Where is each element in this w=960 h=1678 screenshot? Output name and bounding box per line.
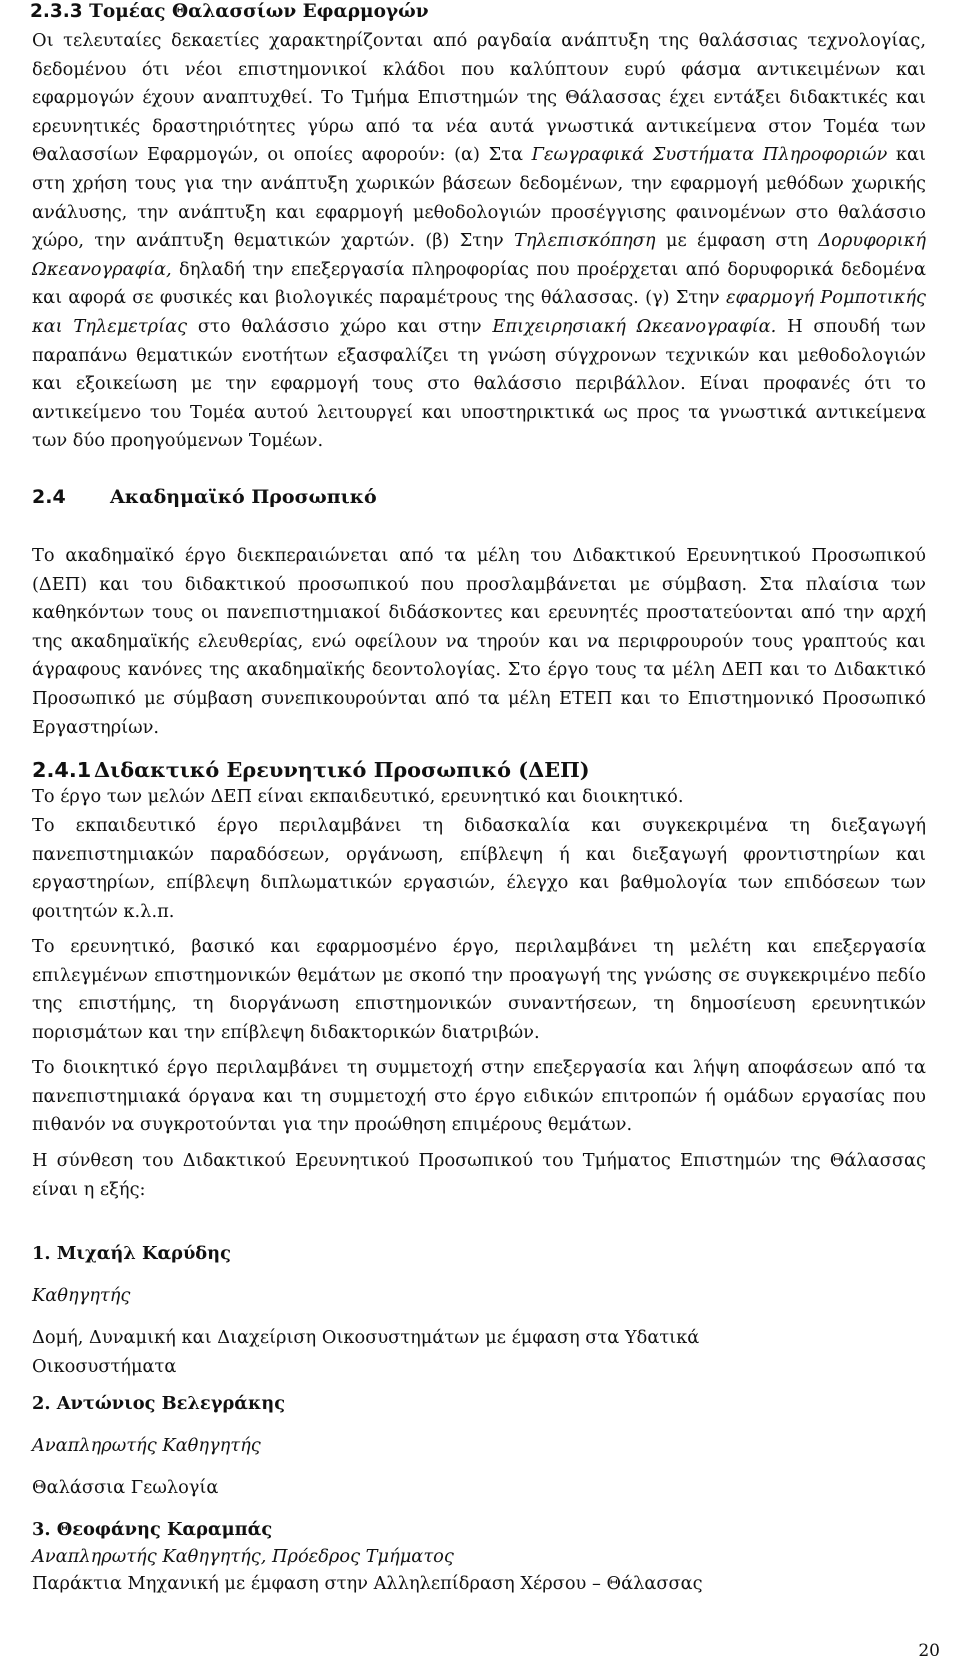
section-number: 2.3.3	[30, 1, 83, 22]
page-number: 20	[918, 1641, 940, 1662]
member-field: Παράκτια Μηχανική με έμφαση στην Αλληλεπίδραση Χέρσου – Θάλασσας	[32, 1573, 703, 1594]
text-run: με έμφαση στη	[655, 230, 819, 252]
research-paragraph: Το ερευνητικό, βασικό και εφαρμοσμένο έργο, περιλαμβάνει τη μελέτη και επεξεργασία επιλεγμένων επιστημονικών θεμάτων με σκοπό την προαγωγή της γνώσης σε συγκεκριμένο πεδίο της επιστήμης, τη διοργάνωση επιστημονικών συναντήσεων, τη δημοσίευση ερευνητικών πορισμάτων και την επίβλεψη διδακτορικών διατριβών.	[32, 936, 926, 1043]
italic-term: Δορυφορική Ωκεανογραφία,	[32, 230, 926, 280]
member-name: 3. Θεοφάνης Καραμπάς	[32, 1519, 273, 1540]
text-run: δηλαδή την επεξεργασία πληροφορίας που προέρχεται από δορυφορικά δεδομένα και αφορά σε φυσικές και βιολογικές παραμέτρους της θάλασσας. (γ) Στην	[32, 258, 926, 309]
section-2-3-3-paragraph	[32, 27, 926, 456]
section-2-3-3-heading	[30, 0, 429, 27]
section-number: 2.4.1	[32, 758, 92, 782]
admin-paragraph: Το διοικητικό έργο περιλαμβάνει τη συμμετοχή στην επεξεργασία και λήψη αποφάσεων από τα πανεπιστημιακά όργανα και τη συμμετοχή στο έργο ειδικών επιτροπών ή ομάδων εργασίας που πιθανόν να συγκροτούνται για την προώθηση επιμέρους θεμάτων.	[32, 1057, 926, 1136]
member-name: 2. Αντώνιος Βελεγράκης	[32, 1393, 286, 1414]
italic-term: εφαρμογή Ρομποτικής και Τηλεμετρίας	[32, 287, 926, 337]
section-title: Τομέας Θαλασσίων Εφαρμογών	[89, 1, 429, 22]
member-field: Δομή, Δυναμική και Διαχείριση Οικοσυστημάτων με έμφαση στα Υδατικά Οικοσυστήματα	[32, 1327, 700, 1377]
composition-paragraph: Η σύνθεση του Διδακτικού Ερευνητικού Προσωπικού του Τμήματος Επιστημών της Θάλασσας είναι η εξής:	[32, 1150, 926, 1200]
member-rank: Αναπληρωτής Καθηγητής, Πρόεδρος Τμήματος	[32, 1546, 454, 1567]
section-2-4-1-heading	[32, 756, 590, 785]
italic-term: Γεωγραφικά Συστήματα Πληροφοριών	[531, 144, 888, 166]
member-field: Θαλάσσια Γεωλογία	[32, 1477, 219, 1498]
section-number: 2.4	[32, 486, 66, 508]
section-title: Διδακτικό Ερευνητικό Προσωπικό (ΔΕΠ)	[94, 757, 590, 782]
member-rank: Αναπληρωτής Καθηγητής	[32, 1435, 261, 1456]
dep-intro-paragraph: Το έργο των μελών ΔΕΠ είναι εκπαιδευτικό, ερευνητικό και διοικητικό.	[32, 786, 684, 807]
text-run: Οι τελευταίες δεκαετίες χαρακτηρίζονται από ραγδαία ανάπτυξη της θαλάσσιας τεχνολογίας, δεδομένου ότι νέοι επιστημονικοί κλάδοι που καλύπτουν ευρύ φάσμα αντικειμένων και εφαρμογών έχουν αναπτυχθεί. Το Τμήμα Επιστημών της Θάλασσας έχει εντάξει διδακτικές και ερευνητικές δραστηριότητες γύρω από τα νέα αυτά γνωστικά αντικείμενα στον Τομέα των Θαλασσίων Εφαρμογών, οι οποίες αφορούν: (α) Στα	[32, 30, 926, 166]
section-title: Ακαδημαϊκό Προσωπικό	[110, 486, 377, 508]
section-2-4-heading	[32, 483, 377, 512]
member-name: 1. Μιχαήλ Καρύδης	[32, 1243, 231, 1264]
text-run: στο θαλάσσιο χώρο και στην	[187, 315, 493, 337]
member-rank: Καθηγητής	[32, 1285, 131, 1306]
text-run: και στη χρήση τους για την ανάπτυξη χωρικών βάσεων δεδομένων, την εφαρμογή μεθόδων χωρικής ανάλυσης, την ανάπτυξη και εφαρμογή μεθοδολογιών προσέγγισης φαινομένων στο θαλάσσιο χώρο, την ανάπτυξη θεματικών χαρτών. (β) Στην	[32, 144, 927, 252]
section-2-4-paragraph: Το ακαδημαϊκό έργο διεκπεραιώνεται από τα μέλη του Διδακτικού Ερευνητικού Προσωπικού (ΔΕΠ) και του διδακτικού προσωπικού που προσλαμβάνεται με σύμβαση. Στα πλαίσια των καθηκόντων τους οι πανεπιστημιακοί διδάσκοντες και ερευνητές προστατεύονται από την αρχή της ακαδημαϊκής ελευθερίας, ενώ οφείλουν να τηρούν και να περιφρουρούν τους γραπτούς και άγραφους κανόνες της ακαδημαϊκής δεοντολογίας. Στο έργο τους τα μέλη ΔΕΠ και το Διδακτικό Προσωπικό με σύμβαση συνεπικουρούνται από τα μέλη ΕΤΕΠ και το Επιστημονικό Προσωπικό Εργαστηρίων.	[32, 545, 926, 738]
italic-term: Τηλεπισκόπηση	[513, 230, 656, 252]
italic-term: Επιχειρησιακή Ωκεανογραφία.	[492, 315, 777, 337]
text-run: Η σπουδή των παραπάνω θεματικών ενοτήτων εξασφαλίζει τη γνώση σύγχρονων τεχνικών και μεθοδολογιών και εξοικείωση με την εφαρμογή τους στο θαλάσσιο περιβάλλον. Είναι προφανές ότι το αντικείμενο του Τομέα αυτού λειτουργεί και υποστηρικτικά ως προς τα γνωστικά αντικείμενα των δύο προηγούμενων Τομέων.	[32, 315, 926, 452]
teaching-paragraph: Το εκπαιδευτικό έργο περιλαμβάνει τη διδασκαλία και συγκεκριμένα τη διεξαγωγή πανεπιστημιακών παραδόσεων, οργάνωση, επίβλεψη ή και διεξαγωγή φροντιστηρίων και εργαστηρίων, επίβλεψη διπλωματικών εργασιών, έλεγχο και βαθμολογία των επιδόσεων των φοιτητών κ.λ.π.	[32, 815, 926, 922]
